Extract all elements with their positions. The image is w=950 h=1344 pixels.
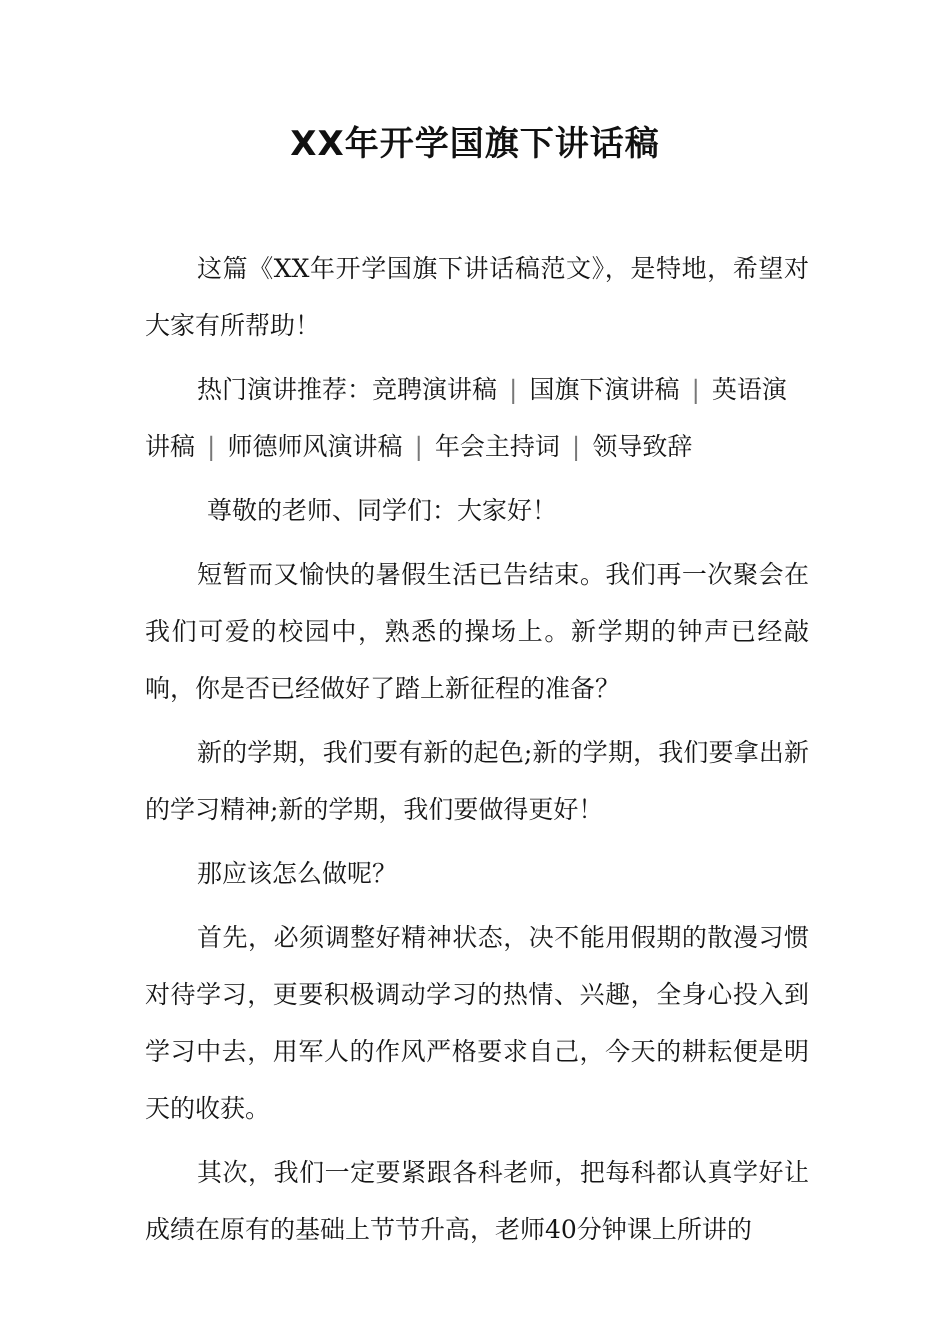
link-separator: | (509, 375, 518, 404)
body-paragraph: 其次，我们一定要紧跟各科老师，把每科都认真学好让成绩在原有的基础上节节升高，老师40分钟课上所讲的 (145, 1158, 809, 1244)
page-title: XX年开学国旗下讲话稿 (290, 124, 660, 164)
hot-link-leader-address[interactable]: 领导致辞 (592, 432, 693, 461)
hot-link-competition-speech[interactable]: 竞聘演讲稿 (372, 375, 498, 404)
hot-link-annual-host-script[interactable]: 年会主持词 (434, 432, 560, 461)
body-paragraph: 首先，必须调整好精神状态，决不能用假期的散漫习惯对待学习，更要积极调动学习的热情、兴趣，全身心投入到学习中去，用军人的作风严格要求自己，今天的耕耘便是明天的收获。 (145, 923, 809, 1123)
hot-link-teacher-ethics-speech[interactable]: 师德师风演讲稿 (227, 432, 403, 461)
hot-link-english-speech[interactable]: 英语演讲稿 (145, 375, 787, 461)
body-paragraph: 短暂而又愉快的暑假生活已告结束。我们再一次聚会在我们可爱的校园中，熟悉的操场上。新学期的钟声已经敲响，你是否已经做好了踏上新征程的准备？ (145, 560, 809, 703)
hot-link-flag-speech[interactable]: 国旗下演讲稿 (529, 375, 680, 404)
body-paragraph: 新的学期，我们要有新的起色;新的学期，我们要拿出新的学习精神;新的学期，我们要做得更好！ (145, 738, 809, 824)
body-paragraph: 那应该怎么做呢？ (197, 859, 398, 888)
article-body (145, 240, 809, 1265)
link-separator: | (414, 432, 423, 461)
link-separator: | (207, 432, 216, 461)
hot-speeches-nav (145, 361, 809, 475)
greeting-line: 尊敬的老师、同学们：大家好！ (207, 496, 558, 525)
link-separator: | (691, 375, 700, 404)
intro-paragraph: 这篇《XX年开学国旗下讲话稿范文》，是特地，希望对大家有所帮助！ (145, 254, 809, 340)
hot-speeches-label: 热门演讲推荐： (197, 375, 373, 404)
link-separator: | (571, 432, 581, 461)
